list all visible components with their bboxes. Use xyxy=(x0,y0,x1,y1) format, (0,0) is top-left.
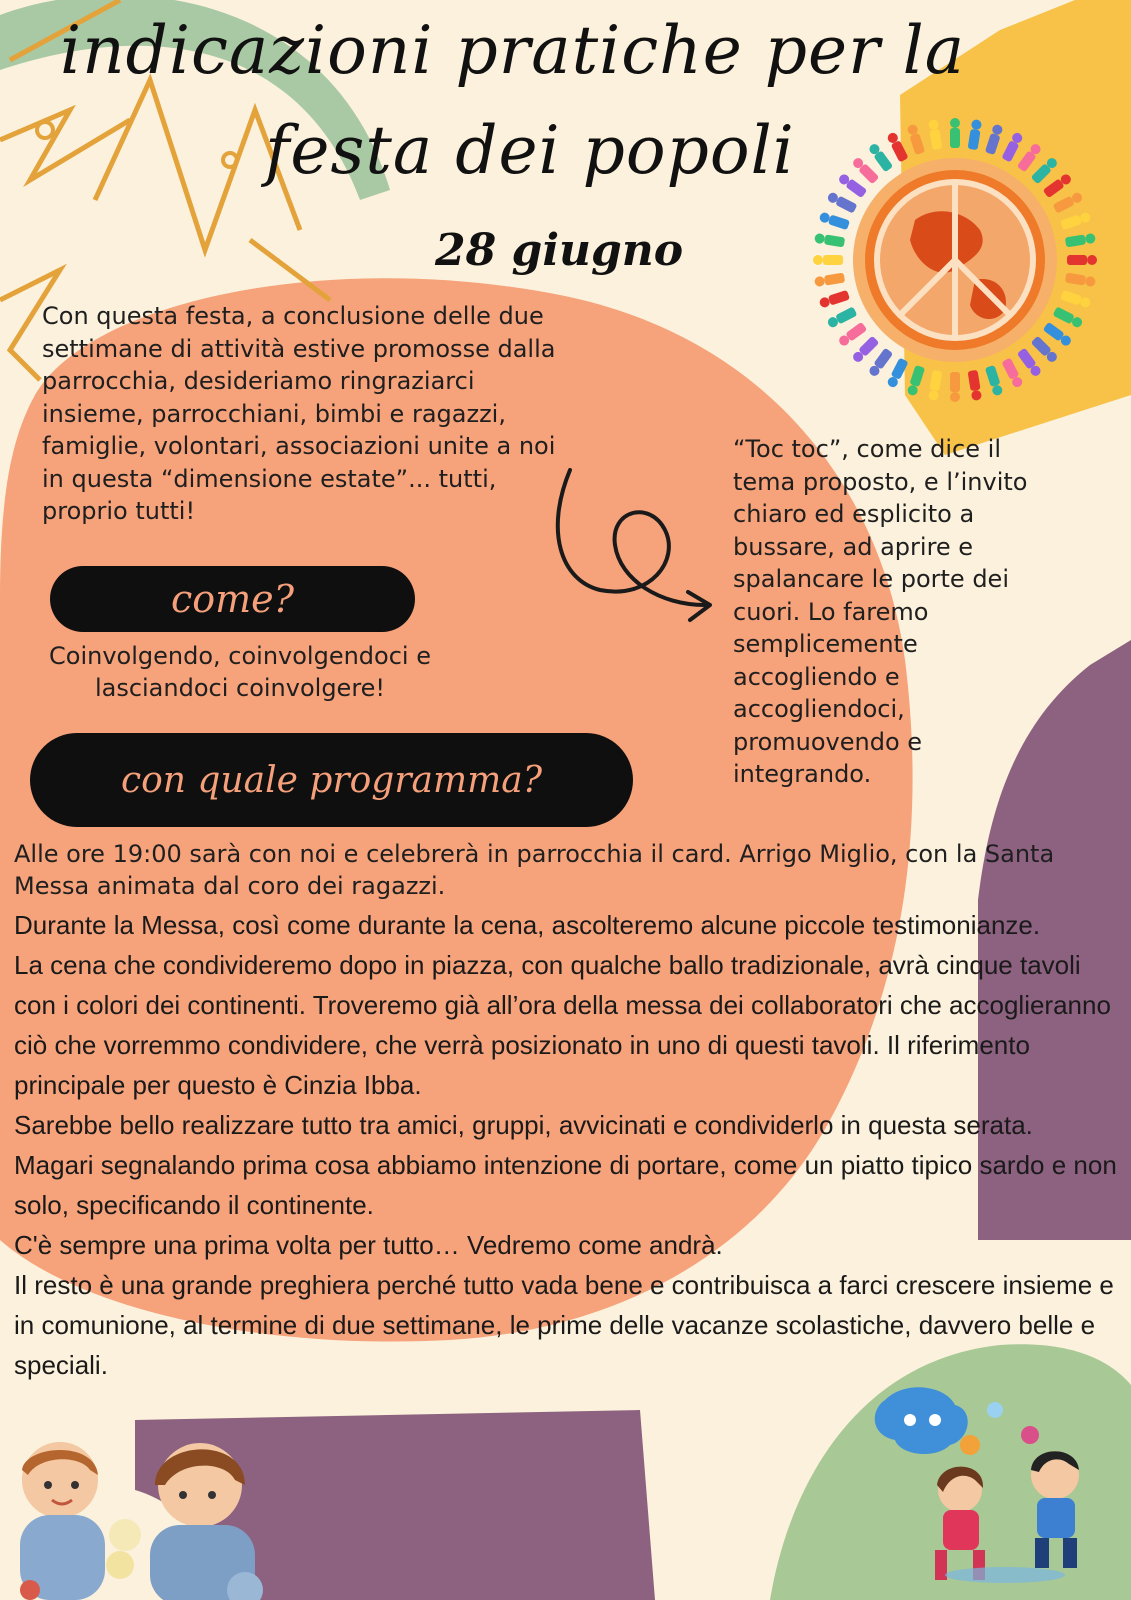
boy-figure xyxy=(1031,1451,1079,1568)
ring-person xyxy=(886,131,909,162)
programma-paragraph: La cena che condivideremo dopo in piazza, con qualche ballo tradizionale, avrà cinque tavoli con i colori dei continenti. Troveremo già all’ora della messa dei collaboratori che accoglieranno ciò che vorremmo condividere, che verrà posizionato in uno di questi tavoli. Il riferimento principale per questo è Cinzia Ibba. xyxy=(14,950,1111,1100)
page-title-line2: festa dei popoli xyxy=(265,112,795,189)
water-balloon-kids-illustration xyxy=(855,1380,1115,1590)
child-right xyxy=(109,1443,263,1600)
come-label-pill xyxy=(50,566,415,632)
world-people-emblem xyxy=(805,110,1105,410)
ring-person xyxy=(928,370,943,401)
ring-person xyxy=(1031,336,1059,364)
come-line2: lasciandoci coinvolgere! xyxy=(94,674,386,702)
ring-person xyxy=(906,123,925,155)
ring-person xyxy=(906,365,925,397)
girl-figure xyxy=(935,1467,985,1580)
programma-paragraph: Sarebbe bello realizzare tutto tra amici, gruppi, avvicinati e condividerlo in questa serata. Magari segnalando prima cosa abbiamo intenzione di portare, come un piatto tipico sardo e non solo, specificando il continente. xyxy=(14,1110,1117,1220)
ring-person xyxy=(1053,191,1084,214)
ring-person xyxy=(818,211,850,230)
programma-paragraph: Durante la Messa, così come durante la cena, ascolteremo alcune piccole testimonianze. xyxy=(14,910,1041,940)
ring-person xyxy=(814,233,845,248)
ring-person xyxy=(1043,172,1073,198)
ring-person xyxy=(867,142,893,172)
programma-label-pill xyxy=(30,733,633,827)
ring-person xyxy=(1060,290,1092,309)
come-description xyxy=(45,640,435,704)
ring-person xyxy=(851,156,879,184)
child-left xyxy=(20,1442,134,1600)
ring-person xyxy=(1065,233,1096,248)
come-label: come? xyxy=(170,577,295,621)
children-playing-illustration xyxy=(0,1440,300,1600)
ring-person xyxy=(1001,131,1024,162)
ring-person xyxy=(814,273,845,288)
programma-label: con quale programma? xyxy=(120,759,543,801)
programma-intro: Alle ore 19:00 sarà con noi e celebrerà in parrocchia il card. Arrigo Miglio, con la Santa Messa animata dal coro dei ragazzi. xyxy=(14,840,1055,900)
ring-person xyxy=(950,372,960,402)
programma-body xyxy=(14,905,1119,1385)
ring-person xyxy=(886,358,909,389)
ring-person xyxy=(851,336,879,364)
event-date: 28 giugno xyxy=(435,225,684,276)
programma-paragraph: Il resto è una grande preghiera perché tutto vada bene e contribuisca a farci crescere insieme e in comunione, al termine di due settimane, le prime delle vacanze scolastiche, davvero belle e speciali. xyxy=(14,1270,1114,1380)
programma-paragraph: C'è sempre una prima volta per tutto… Vedremo come andrà. xyxy=(14,1230,723,1260)
ring-person xyxy=(826,191,857,214)
ring-person xyxy=(1043,322,1073,348)
ring-person xyxy=(1060,211,1092,230)
ring-person xyxy=(1067,255,1097,265)
ring-person xyxy=(813,255,843,265)
ring-person xyxy=(985,365,1004,397)
ring-person xyxy=(928,119,943,150)
ring-person xyxy=(1001,358,1024,389)
ring-person xyxy=(1031,156,1059,184)
ring-person xyxy=(818,290,850,309)
ring-person xyxy=(985,123,1004,155)
ring-person xyxy=(837,322,867,348)
ring-person xyxy=(968,370,983,401)
ring-person xyxy=(867,348,893,378)
ring-person xyxy=(826,306,857,329)
intro-paragraph: Con questa festa, a conclusione delle due settimane di attività estive promosse dalla parrocchia, desideriamo ringraziarci insieme, parrocchiani, bimbi e ragazzi, famiglie, volontari, associazioni unite a noi in questa “dimensione estate”... tutti, proprio tutti! xyxy=(42,302,556,525)
ring-person xyxy=(837,172,867,198)
ring-person xyxy=(1017,348,1043,378)
ring-person xyxy=(1065,273,1096,288)
ring-person xyxy=(1053,306,1084,329)
come-line1: Coinvolgendo, coinvolgendoci e xyxy=(49,642,431,670)
ring-person xyxy=(1017,142,1043,172)
page-title-line1: indicazioni pratiche per la xyxy=(60,12,966,89)
ring-person xyxy=(950,118,960,148)
ring-person xyxy=(968,119,983,150)
toc-toc-paragraph: “Toc toc”, come dice il tema proposto, e l’invito chiaro ed esplicito a bussare, ad aprire e spalancare le porte dei cuori. Lo faremo semplicemente accogliendo e accogliendoci, promuovendo e integrando. xyxy=(733,435,1028,788)
